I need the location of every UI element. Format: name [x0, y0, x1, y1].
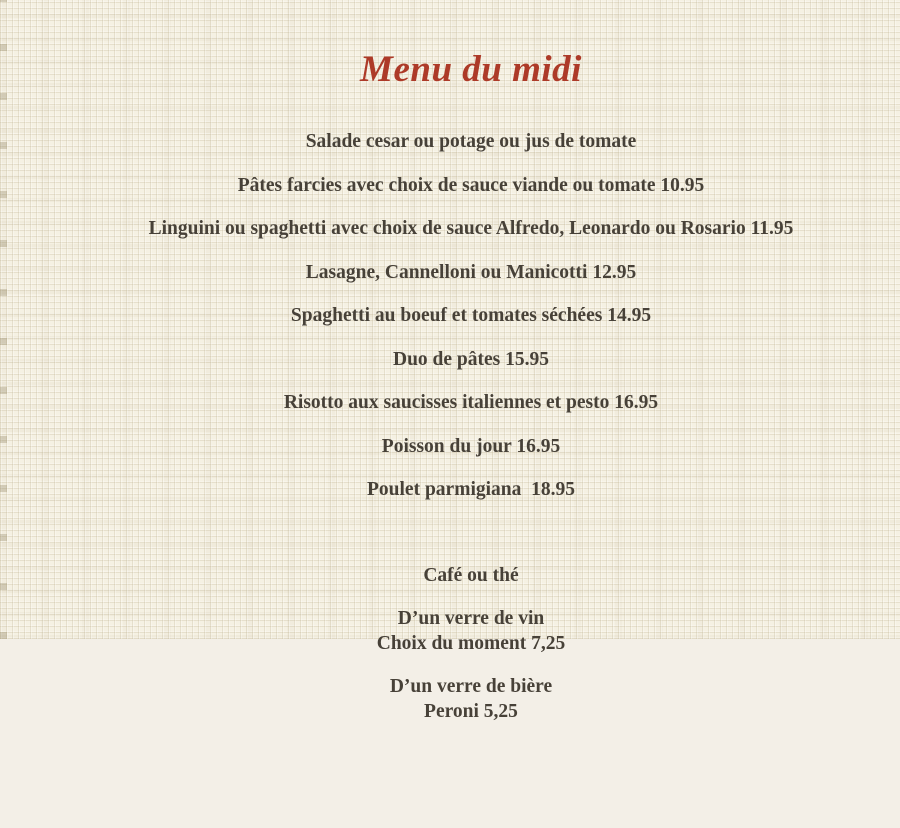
menu-item-pates-farcies: Pâtes farcies avec choix de sauce viande ou tomate 10.95: [237, 174, 705, 196]
menu-item-beer: [42, 675, 900, 724]
beer-line-brand-price: Peroni 5,25: [424, 700, 518, 722]
menu-items-list: [42, 120, 900, 512]
menu-item-spaghetti-boeuf: Spaghetti au boeuf et tomates séchées 14.95: [290, 305, 652, 326]
wine-line-choice-price: Choix du moment 7,25: [376, 632, 566, 654]
wine-line-label: D’un verre de vin: [397, 608, 545, 629]
menu-item-duo-de-pates: Duo de pâtes 15.95: [392, 348, 549, 370]
menu-content: [42, 0, 900, 724]
menu-item-poisson: Poisson du jour 16.95: [381, 435, 561, 457]
menu-item-wine: [42, 607, 900, 656]
menu-item-linguini: Linguini ou spaghetti avec choix de sauce Alfredo, Leonardo ou Rosario 11.95: [148, 218, 794, 239]
beer-line-label: D’un verre de bière: [389, 676, 553, 697]
menu-item-lasagne: Lasagne, Cannelloni ou Manicotti 12.95: [305, 261, 637, 283]
menu-item-poulet: Poulet parmigiana 18.95: [367, 479, 575, 500]
menu-title: Menu du midi: [360, 49, 582, 90]
fabric-left-edge-threads: [0, 0, 7, 639]
menu-item-cafe-the: Café ou thé: [423, 564, 519, 586]
menu-item-salade: Salade cesar ou potage ou jus de tomate: [305, 131, 637, 152]
menu-item-risotto: Risotto aux saucisses italiennes et pesto 16.95: [283, 392, 659, 413]
